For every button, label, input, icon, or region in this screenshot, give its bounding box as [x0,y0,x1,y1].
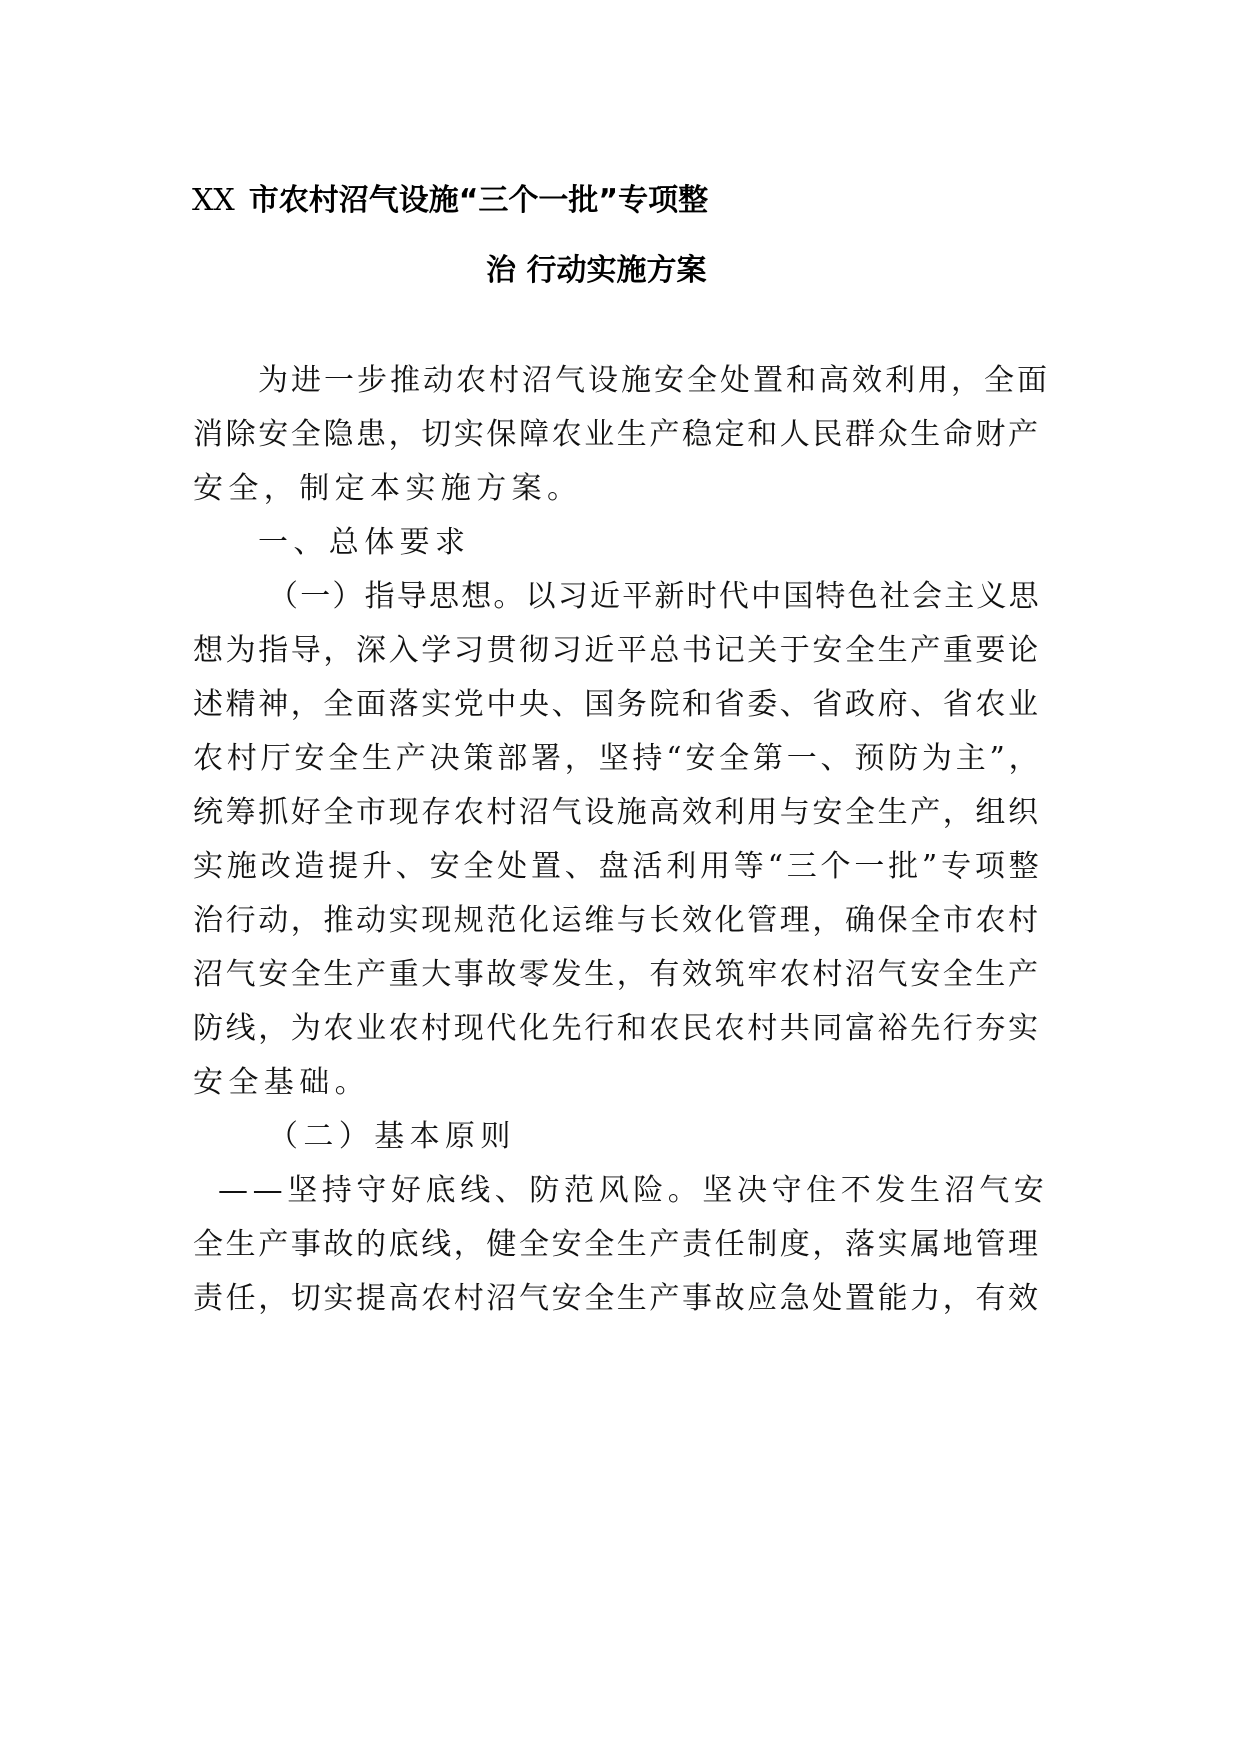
body-line-6: 想为指导，深入学习贯彻习近平总书记关于安全生产重要论 [193,633,1041,668]
body-line-8: 农村厅安全生产决策部署，坚持“安全第一、预防为主”， [193,741,1043,776]
body-line-11: 治行动，推动实现规范化运维与长效化管理，确保全市农村 [193,903,1041,938]
body-line-16: ——坚持守好底线、防范风险。坚决守住不发生沼气安 [218,1173,1049,1208]
body-line-12: 沼气安全生产重大事故零发生，有效筑牢农村沼气安全生产 [193,957,1041,992]
body-line-5: （一）指导思想。以习近平新时代中国特色社会主义思 [268,579,1041,614]
section-heading-1: 一、总体要求 [258,525,471,560]
body-line-1: 为进一步推动农村沼气设施安全处置和高效利用，全面 [258,363,1050,398]
document-title-line-1 [192,183,1132,218]
title-prefix: XX [192,183,235,218]
body-line-17: 全生产事故的底线，健全安全生产责任制度，落实属地管理 [193,1227,1041,1262]
body-line-3: 安全，制定本实施方案。 [193,471,583,506]
title-text-1: 市农村沼气设施“三个一批”专项整 [248,183,709,218]
body-line-10: 实施改造提升、安全处置、盘活利用等“三个一批”专项整 [193,849,1043,884]
section-heading-2: （二）基本原则 [268,1119,516,1154]
body-line-14: 安全基础。 [193,1065,370,1100]
body-line-13: 防线，为农业农村现代化先行和农民农村共同富裕先行夯实 [193,1011,1041,1046]
body-line-7: 述精神，全面落实党中央、国务院和省委、省政府、省农业 [193,687,1041,722]
document-title-line-2: 治 行动实施方案 [486,253,707,288]
body-line-18: 责任，切实提高农村沼气安全生产事故应急处置能力，有效 [193,1281,1041,1316]
body-line-2: 消除安全隐患，切实保障农业生产稳定和人民群众生命财产 [193,417,1041,452]
body-line-9: 统筹抓好全市现存农村沼气设施高效利用与安全生产，组织 [193,795,1041,830]
